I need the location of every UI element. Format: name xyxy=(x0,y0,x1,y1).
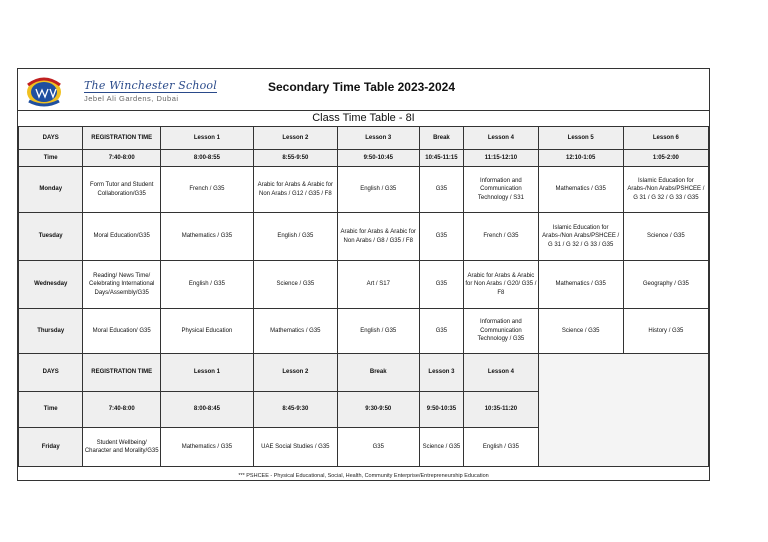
header-cell: Lesson 6 xyxy=(623,127,708,150)
day-cell: Friday xyxy=(19,428,83,467)
lesson-cell: G35 xyxy=(419,309,464,354)
lesson-cell: History / G35 xyxy=(623,309,708,354)
header-cell: Lesson 5 xyxy=(538,127,623,150)
lesson-cell: Islamic Education for Arabs-/Non Arabs/PSHCEE / G 31 / G 32 / G 33 / G35 xyxy=(538,213,623,261)
lesson-cell: Mathematics / G35 xyxy=(538,167,623,213)
day-cell: Tuesday xyxy=(19,213,83,261)
lesson-cell: Arabic for Arabs & Arabic for Non Arabs / G20/ G35 / F8 xyxy=(464,261,538,309)
lesson-cell: Information and Communication Technology / S31 xyxy=(464,167,538,213)
header-cell: Lesson 1 xyxy=(160,127,253,150)
page-title: Secondary Time Table 2023-2024 xyxy=(268,80,455,94)
table-row-wednesday xyxy=(19,261,709,309)
lesson-cell: Science / G35 xyxy=(253,261,337,309)
lesson-cell: Mathematics / G35 xyxy=(160,213,253,261)
time-cell: 9:50-10:35 xyxy=(419,392,464,428)
header-cell: REGISTRATION TIME xyxy=(83,127,161,150)
header-cell: REGISTRATION TIME xyxy=(83,354,161,392)
lesson-cell: English / G35 xyxy=(337,167,419,213)
lesson-cell: Reading/ News Time/ Celebrating International Days/Assembly/G35 xyxy=(83,261,161,309)
friday-header-row xyxy=(19,354,709,392)
lesson-cell: English / G35 xyxy=(337,309,419,354)
school-name: The Winchester School xyxy=(84,79,217,92)
lesson-cell: English / G35 xyxy=(253,213,337,261)
header-cell: Lesson 4 xyxy=(464,354,538,392)
lesson-cell: Art / S17 xyxy=(337,261,419,309)
time-cell: Time xyxy=(19,150,83,167)
day-cell: Monday xyxy=(19,167,83,213)
lesson-cell: Geography / G35 xyxy=(623,261,708,309)
lesson-cell: G35 xyxy=(419,167,464,213)
header-cell: DAYS xyxy=(19,354,83,392)
weekday-time-row xyxy=(19,150,709,167)
timetable xyxy=(18,126,709,467)
header-cell: DAYS xyxy=(19,127,83,150)
lesson-cell: G35 xyxy=(419,261,464,309)
header-cell: Break xyxy=(419,127,464,150)
header-cell: Lesson 4 xyxy=(464,127,538,150)
day-cell: Thursday xyxy=(19,309,83,354)
lesson-cell: G35 xyxy=(419,213,464,261)
timetable-sheet xyxy=(17,68,710,481)
lesson-cell: Mathematics / G35 xyxy=(253,309,337,354)
lesson-cell: UAE Social Studies / G35 xyxy=(253,428,337,467)
lesson-cell: Physical Education xyxy=(160,309,253,354)
time-cell: 8:55-9:50 xyxy=(253,150,337,167)
empty-cell xyxy=(538,354,708,467)
class-title: Class Time Table - 8I xyxy=(18,110,709,127)
time-cell: 11:15-12:10 xyxy=(464,150,538,167)
lesson-cell: Mathematics / G35 xyxy=(160,428,253,467)
lesson-cell: Arabic for Arabs & Arabic for Non Arabs / G8 / G35 / F8 xyxy=(337,213,419,261)
lesson-cell: Science / G35 xyxy=(419,428,464,467)
lesson-cell: Form Tutor and Student Collaboration/G35 xyxy=(83,167,161,213)
table-row-thursday xyxy=(19,309,709,354)
lesson-cell: French / G35 xyxy=(160,167,253,213)
table-row-tuesday xyxy=(19,213,709,261)
time-cell: 10:45-11:15 xyxy=(419,150,464,167)
time-cell: 9:50-10:45 xyxy=(337,150,419,167)
time-cell: 10:35-11:20 xyxy=(464,392,538,428)
lesson-cell: Science / G35 xyxy=(623,213,708,261)
header xyxy=(18,69,709,111)
header-cell: Lesson 2 xyxy=(253,127,337,150)
header-cell: Lesson 1 xyxy=(160,354,253,392)
time-cell: 8:00-8:55 xyxy=(160,150,253,167)
lesson-cell: Information and Communication Technology / G35 xyxy=(464,309,538,354)
time-cell: 8:00-8:45 xyxy=(160,392,253,428)
time-cell: 7:40-8:00 xyxy=(83,150,161,167)
weekday-header-row xyxy=(19,127,709,150)
lesson-cell: Mathematics / G35 xyxy=(538,261,623,309)
header-cell: Lesson 2 xyxy=(253,354,337,392)
time-cell: 7:40-8:00 xyxy=(83,392,161,428)
lesson-cell: G35 xyxy=(337,428,419,467)
header-cell: Break xyxy=(337,354,419,392)
lesson-cell: Science / G35 xyxy=(538,309,623,354)
lesson-cell: English / G35 xyxy=(464,428,538,467)
lesson-cell: Student Wellbeing/ Character and Morality/G35 xyxy=(83,428,161,467)
time-cell: 8:45-9:30 xyxy=(253,392,337,428)
lesson-cell: French / G35 xyxy=(464,213,538,261)
lesson-cell: Islamic Education for Arabs-/Non Arabs/PSHCEE / G 31 / G 32 / G 33 / G35 xyxy=(623,167,708,213)
time-cell: 1:05-2:00 xyxy=(623,150,708,167)
school-crest-icon xyxy=(24,75,64,107)
day-cell: Wednesday xyxy=(19,261,83,309)
footnote: *** PSHCEE - Physical Educational, Social, Health, Community Enterprise/Entrepreneurship Education xyxy=(238,473,489,479)
lesson-cell: Moral Education/ G35 xyxy=(83,309,161,354)
lesson-cell: Arabic for Arabs & Arabic for Non Arabs / G12 / G35 / F8 xyxy=(253,167,337,213)
header-cell: Lesson 3 xyxy=(419,354,464,392)
time-cell: Time xyxy=(19,392,83,428)
lesson-cell: English / G35 xyxy=(160,261,253,309)
school-location: Jebel Ali Gardens, Dubai xyxy=(84,94,179,103)
header-cell: Lesson 3 xyxy=(337,127,419,150)
lesson-cell: Moral Education/G35 xyxy=(83,213,161,261)
time-cell: 12:10-1:05 xyxy=(538,150,623,167)
time-cell: 9:30-9:50 xyxy=(337,392,419,428)
table-row-monday xyxy=(19,167,709,213)
